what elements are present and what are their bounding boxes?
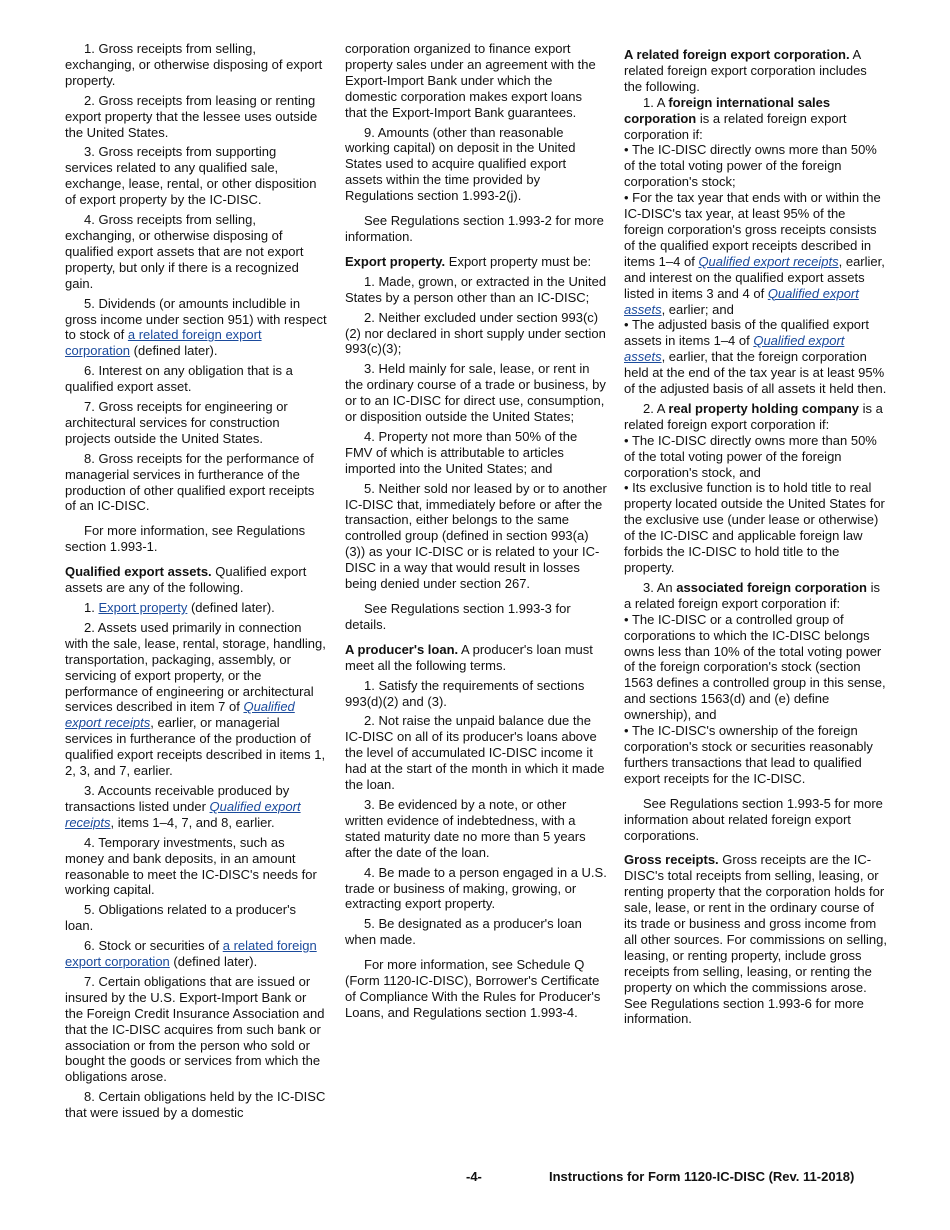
- export-property-item-1: 1. Made, grown, or extracted in the United States by a person other than an IC-DISC;: [345, 273, 607, 305]
- bullet-item: • Its exclusive function is to hold title to real property located outside the United States for the exclusive use (under lease or otherwise) of the IC-DISC and applicable foreign law forbids the IC-DISC to hold title to the property.: [624, 480, 885, 575]
- assets-item-4: 4. Temporary investments, such as money and bank deposits, in an amount reasonable to meet the IC-DISC's needs for working capital.: [65, 834, 317, 898]
- assets-item-7: 7. Certain obligations that are issued or insured by the U.S. Export-Import Bank or the Foreign Credit Insurance Association and that the IC-DISC acquires from such bank or association or from the person who sold or bought the goods or services from which the obligations arose.: [65, 973, 325, 1085]
- page-number: -4-: [466, 1169, 482, 1184]
- receipts-item-3: 3. Gross receipts from supporting services related to any qualified sale, exchange, lease, rental, or other disposition of export property by the IC-DISC.: [65, 144, 317, 208]
- receipts-item-4: 4. Gross receipts from selling, exchanging, or otherwise disposing of qualified export assets that are not export property, but only if there is a recognized gain.: [65, 212, 304, 291]
- bullet-item: • The adjusted basis of the qualified export assets in items 1–4 of Qualified export assets, earlier, that the foreign corporation held at the end of the tax year is at least 95% of the adjusted basis of all assets it held then.: [624, 317, 887, 397]
- bullet-item: • The IC-DISC or a controlled group of corporations to which the IC-DISC belongs owns less than 10% of the total voting power of the foreign corporation's stock (section 1563 defines a controlled group in this sense, and sections 1563(d) and (e) define ownership), and: [624, 611, 886, 723]
- receipts-item-8: 8. Gross receipts for the performance of managerial services in furtherance of the production of other qualified export receipts of an IC-DISC.: [65, 450, 315, 514]
- qualified-export-receipts-link[interactable]: Qualified export receipts: [65, 699, 295, 731]
- qualified-export-assets-heading: Qualified export assets. Qualified export assets are any of the following.: [65, 564, 307, 596]
- receipts-item-7: 7. Gross receipts for engineering or architectural services for construction projects outside the United States.: [65, 399, 288, 446]
- bullet-item: • The IC-DISC directly owns more than 50% of the total voting power of the foreign corporation's stock, and: [624, 432, 877, 480]
- qualified-export-assets-link[interactable]: Qualified export assets: [624, 333, 845, 365]
- loan-item-2: 2. Not raise the unpaid balance due the IC-DISC on all of its producer's loans above the level of accumulated IC-DISC income it had at the start of the month in which it made the loan.: [345, 713, 605, 793]
- receipts-item-6: 6. Interest on any obligation that is a qualified export asset.: [65, 363, 293, 395]
- bullet-item: • The IC-DISC directly owns more than 50% of the total voting power of the foreign corporation's stock;: [624, 142, 877, 190]
- footer-title: Instructions for Form 1120-IC-DISC (Rev. 11-2018): [549, 1169, 855, 1184]
- assets-item-5: 5. Obligations related to a producer's loan.: [65, 902, 297, 934]
- receipts-item-1: 1. Gross receipts from selling, exchanging, or otherwise disposing of export property.: [65, 41, 323, 88]
- export-property-item-2: 2. Neither excluded under section 993(c)(2) nor declared in short supply under section 993(c)(3);: [345, 309, 606, 357]
- related-item-2: 2. A real property holding company is a related foreign export corporation if:: [624, 400, 883, 432]
- middle-column: [345, 41, 607, 1025]
- bullet-icon: •: [624, 142, 632, 158]
- assets-item-2: 2. Assets used primarily in connection with the sale, lease, rental, storage, handling, transportation, packaging, assembly, or servicing of export property, or the performance of engineering or architectural services described in item 7 of Qualified export receipts, earlier, or managerial services in furtherance of the production of qualified export receipts described in items 1, 2, 3, and 7, earlier.: [65, 619, 326, 779]
- export-property-item-4: 4. Property not more than 50% of the FMV of which is attributable to articles imported into the United States; and: [345, 428, 578, 476]
- export-property-item-3: 3. Held mainly for sale, lease, or rent in the ordinary course of a trade or business, by or to an IC-DISC for direct use, consumption, or disposition outside the United States;: [345, 361, 606, 425]
- bullet-icon: •: [624, 611, 632, 627]
- assets-item-3: 3. Accounts receivable produced by transactions listed under Qualified export receipts, items 1–4, 7, and 8, earlier.: [65, 782, 301, 830]
- export-property-heading: Export property. Export property must be:: [345, 253, 592, 269]
- more-info-text: For more information, see Schedule Q (Form 1120-IC-DISC), Borrower's Certificate of Compliance With the Rules for Producer's Loans, and Regulations section 1.993-4.: [345, 957, 601, 1020]
- export-property-item-5: 5. Neither sold nor leased by or to another IC-DISC that, immediately before or after the transaction, either belongs to the same controlled group (defined in section 993(a)(3)) as your IC-DISC or is related to your IC-DISC in a way that would result in losses being denied under section 267.: [345, 480, 607, 592]
- related-foreign-export-corporation-heading: A related foreign export corporation. A related foreign export corporation includes the following.: [624, 47, 867, 94]
- qualified-export-receipts-link[interactable]: Qualified export receipts: [65, 798, 301, 830]
- qualified-export-receipts-link[interactable]: Qualified export receipts: [698, 253, 839, 269]
- related-foreign-export-corporation-link[interactable]: a related foreign export corporation: [65, 938, 317, 970]
- export-property-link[interactable]: Export property: [98, 600, 188, 615]
- bullet-icon: •: [624, 480, 633, 496]
- assets-item-8-continued: corporation organized to finance export property sales under an agreement with the Export-Import Bank under which the domestic corporation makes export loans that the Export-Import Bank guarantees.: [345, 41, 596, 120]
- producers-loan-heading: A producer's loan. A producer's loan must meet all the following terms.: [345, 641, 593, 673]
- related-foreign-export-corporation-link[interactable]: a related foreign export corporation: [65, 327, 262, 359]
- qualified-export-assets-link[interactable]: Qualified export assets: [624, 285, 859, 317]
- assets-item-6: 6. Stock or securities of a related foreign export corporation (defined later).: [65, 938, 317, 970]
- assets-item-8: 8. Certain obligations held by the IC-DISC that were issued by a domestic: [65, 1089, 326, 1121]
- left-column: [65, 41, 327, 1125]
- bullet-icon: •: [624, 723, 632, 739]
- assets-item-1: 1. Export property (defined later).: [84, 600, 275, 615]
- bullet-icon: •: [624, 190, 633, 206]
- loan-item-5: 5. Be designated as a producer's loan when made.: [345, 916, 582, 948]
- bullet-item: • For the tax year that ends with or within the IC-DISC's tax year, at least 95% of the foreign corporation's gross receipts consists of the qualified export receipts described in items 1–4 of Qualified export receipts, earlier, and interest on the qualified export assets listed in items 3 and 4 of Qualified export assets, earlier; and: [624, 190, 885, 317]
- see-regulations-text: See Regulations section 1.993-5 for more information about related foreign export corporations.: [624, 795, 883, 843]
- loan-item-3: 3. Be evidenced by a note, or other written evidence of indebtedness, with a stated maturity date no more than 5 years after the date of the loan.: [345, 796, 586, 860]
- receipts-item-5: 5. Dividends (or amounts includible in gross income under section 951) with respect to stock of a related foreign export corporation (defined later).: [65, 295, 327, 359]
- related-item-1: 1. A foreign international sales corporation is a related foreign export corporation if:: [624, 94, 847, 142]
- bullet-item: • The IC-DISC's ownership of the foreign corporation's stock or securities reasonably furthers transactions that lead to qualified export receipts for the IC-DISC.: [624, 723, 873, 786]
- more-info-text: For more information, see Regulations section 1.993-1.: [65, 523, 306, 555]
- assets-item-9: 9. Amounts (other than reasonable working capital) on deposit in the United States used to acquire qualified export assets within the time provided by Regulations section 1.993-2(j).: [345, 124, 576, 204]
- loan-item-1: 1. Satisfy the requirements of sections 993(d)(2) and (3).: [345, 677, 585, 709]
- loan-item-4: 4. Be made to a person engaged in a U.S. trade or business of making, growing, or extracting export property.: [345, 864, 607, 912]
- receipts-item-2: 2. Gross receipts from leasing or renting export property that the lessee uses outside the United States.: [65, 92, 318, 140]
- see-regulations-text: See Regulations section 1.993-3 for details.: [345, 601, 571, 632]
- related-item-3: 3. An associated foreign corporation is a related foreign export corporation if:: [624, 579, 880, 611]
- right-column: [624, 41, 888, 1031]
- bullet-icon: •: [624, 432, 632, 448]
- see-regulations-text: See Regulations section 1.993-2 for more information.: [345, 213, 604, 244]
- bullet-icon: •: [624, 317, 632, 333]
- gross-receipts-paragraph: Gross receipts. Gross receipts are the IC-DISC's total receipts from selling, leasing, or renting property that the corporation holds for sale, lease, or rent in the ordinary course of its trade or business and gross income from all other sources. For commissions on selling, leasing, or renting property, include gross receipts from selling, leasing, or renting the property on which the commissions arose. See Regulations section 1.993-6 for more information.: [624, 852, 887, 1027]
